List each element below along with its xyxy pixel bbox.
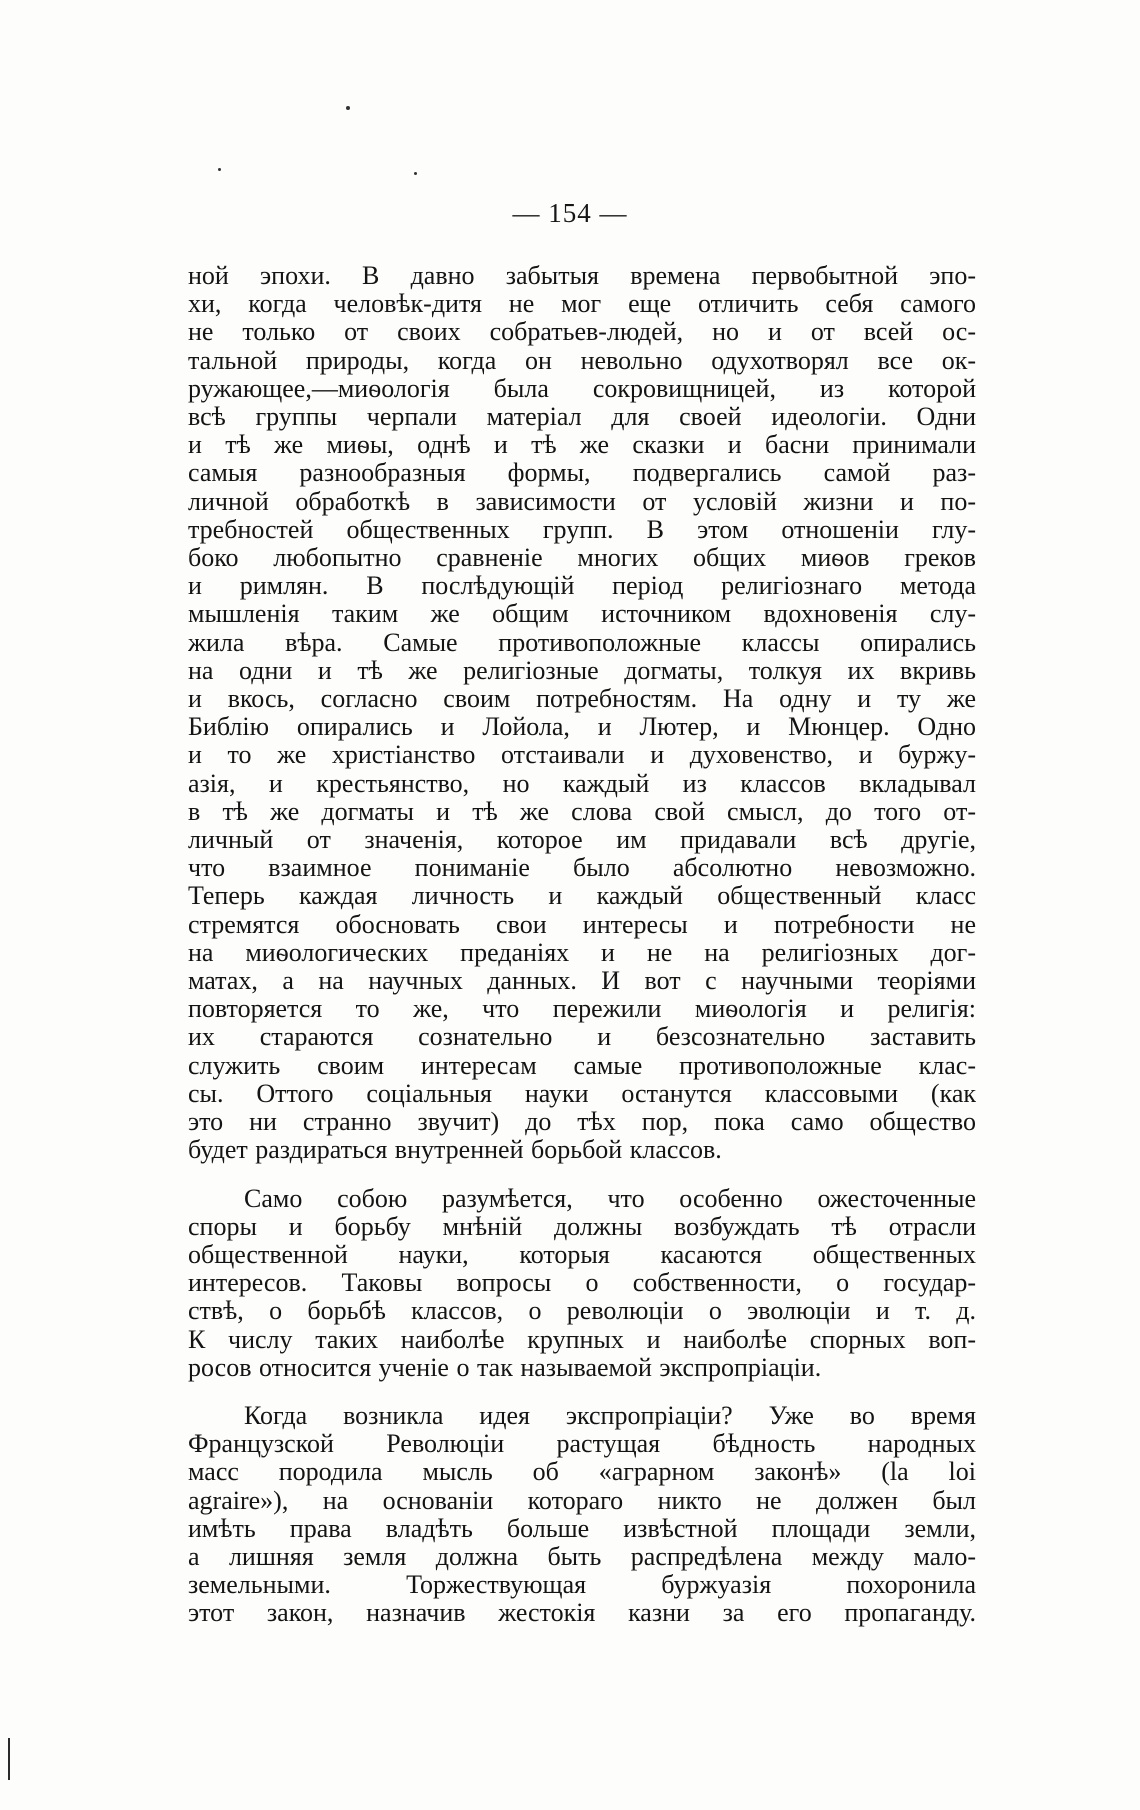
text-line: стремятся обосновать свои интересы и потребности не xyxy=(188,910,976,939)
text-line: и тѣ же миѳы, однѣ и тѣ же сказки и басни принимали xyxy=(188,431,976,460)
text-line: боко любопытно сравненіе многих общих миѳов греков xyxy=(188,544,976,573)
text-line: личной обработкѣ в зависимости от условій жизни и по- xyxy=(188,487,976,516)
text-line: требностей общественных групп. В этом отношеніи глу- xyxy=(188,515,976,544)
text-line: сы. Оттого соціальныя науки останутся классовыми (как xyxy=(188,1079,976,1108)
text-line: росов относится ученіе о так называемой экспропріаціи. xyxy=(188,1353,822,1382)
text-line: хи, когда человѣк-дитя не мог еще отличить себя самого xyxy=(188,290,976,319)
body-text xyxy=(188,262,976,1628)
text-line: интересов. Таковы вопросы о собственности, о государ- xyxy=(188,1269,976,1298)
text-line: Само собою разумѣется, что особенно ожесточенные xyxy=(244,1184,976,1213)
text-line: и вкось, согласно своим потребностям. На одну и ту же xyxy=(188,685,976,714)
text-line: что взаимное пониманіе было абсолютно невозможно. xyxy=(188,854,976,883)
text-line: тальной природы, когда он невольно одухотворял все ок- xyxy=(188,346,976,375)
text-line: матах, а на научных данных. И вот с научными теоріями xyxy=(188,967,976,996)
text-line: мышленія таким же общим источником вдохновенія слу- xyxy=(188,600,976,629)
text-line: жила вѣра. Самые противоположные классы опирались xyxy=(188,628,976,657)
text-line: масс породила мысль об «аграрном законѣ» (la loi xyxy=(188,1458,976,1487)
text-line: ной эпохи. В давно забытыя времена первобытной эпо- xyxy=(188,262,976,290)
text-line: на миѳологических преданіях и не на религіозных дог- xyxy=(188,938,976,967)
text-line: этот закон, назначив жестокія казни за его пропаганду. xyxy=(188,1599,976,1628)
paragraph-2 xyxy=(188,1185,976,1382)
text-line: К числу таких наиболѣе крупных и наиболѣе спорных воп- xyxy=(188,1325,976,1354)
page-number: — 154 — xyxy=(512,198,628,228)
paper-speck xyxy=(218,168,221,171)
text-line: Теперь каждая личность и каждый общественный класс xyxy=(188,882,976,911)
paper-speck xyxy=(346,106,350,110)
text-line: повторяется то же, что пережили миѳологія и религія: xyxy=(188,995,976,1024)
text-line: и римлян. В послѣдующій період религіознаго метода xyxy=(188,572,976,601)
text-line: азія, и крестьянство, но каждый из классов вкладывал xyxy=(188,769,976,798)
text-line: не только от своих собратьев-людей, но и от всей ос- xyxy=(188,318,976,347)
text-line: будет раздираться внутренней борьбой классов. xyxy=(188,1136,722,1165)
text-line: личный от значенія, которое им придавали всѣ другіе, xyxy=(188,826,976,855)
text-line: служить своим интересам самые противоположные клас- xyxy=(188,1051,976,1080)
text-line: Библію опирались и Лойола, и Лютер, и Мюнцер. Одно xyxy=(188,713,976,742)
text-line: в тѣ же догматы и тѣ же слова свой смысл, до того от- xyxy=(188,797,976,826)
text-line: самыя разнообразныя формы, подвергались самой раз- xyxy=(188,459,976,488)
paragraph-3 xyxy=(188,1402,976,1628)
margin-mark xyxy=(8,1738,10,1780)
text-line: земельными. Торжествующая буржуазія похоронила xyxy=(188,1571,976,1600)
text-line: это ни странно звучит) до тѣх пор, пока само общество xyxy=(188,1108,976,1137)
text-line: имѣть права владѣть больше извѣстной площади земли, xyxy=(188,1514,976,1543)
paragraph-1 xyxy=(188,262,976,1165)
text-line: на одни и тѣ же религіозные догматы, толкуя их вкривь xyxy=(188,656,976,685)
text-line: их стараются сознательно и безсознательно заставить xyxy=(188,1023,976,1052)
paper-speck xyxy=(414,172,417,175)
text-line: Когда возникла идея экспропріаціи? Уже во время xyxy=(244,1401,976,1430)
text-line: ружающее,—миѳологія была сокровищницей, из которой xyxy=(188,374,976,403)
text-line: Французской Революціи растущая бѣдность народных xyxy=(188,1430,976,1459)
text-line: ствѣ, о борьбѣ классов, о революціи о эволюціи и т. д. xyxy=(188,1297,976,1326)
text-line: agraire»), на основаніи котораго никто не должен был xyxy=(188,1486,976,1515)
text-line: а лишняя земля должна быть распредѣлена между мало- xyxy=(188,1542,976,1571)
text-line: общественной науки, которыя касаются общественных xyxy=(188,1240,976,1269)
text-line: всѣ группы черпали матеріал для своей идеологіи. Одни xyxy=(188,403,976,432)
text-line: споры и борьбу мнѣній должны возбуждать тѣ отрасли xyxy=(188,1212,976,1241)
text-line: и то же христіанство отстаивали и духовенство, и буржу- xyxy=(188,741,976,770)
